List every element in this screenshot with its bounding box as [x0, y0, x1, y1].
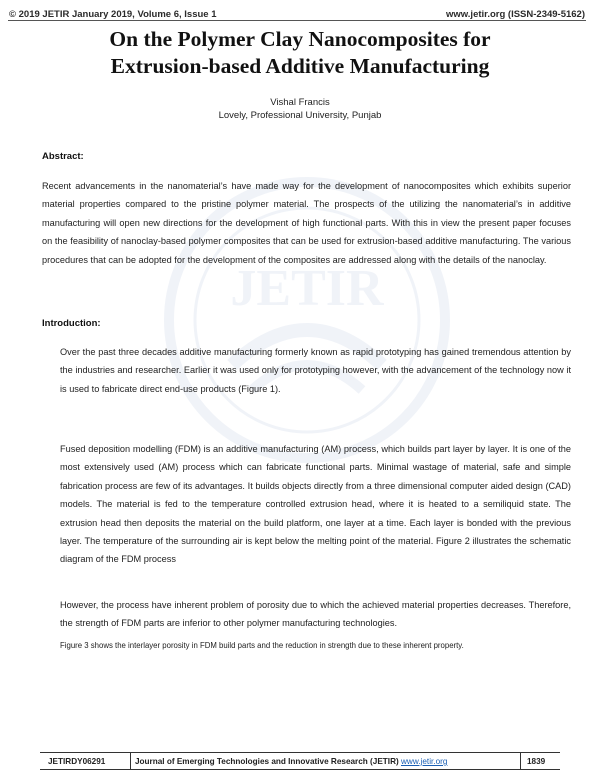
title-line-2: Extrusion-based Additive Manufacturing — [110, 54, 490, 78]
footer-paper-id: JETIRDY06291 — [48, 757, 106, 766]
footer-journal — [135, 754, 447, 769]
footer-separator — [130, 753, 131, 769]
footer-separator — [520, 753, 521, 769]
footer-journal-link[interactable]: www.jetir.org — [401, 757, 448, 766]
header-issn: www.jetir.org (ISSN-2349-5162) — [445, 9, 585, 20]
header-divider — [8, 20, 586, 21]
watermark-text: JETIR — [230, 260, 384, 317]
title-line-1: On the Polymer Clay Nanocomposites for — [109, 27, 491, 51]
paper-title — [20, 26, 580, 80]
author-affiliation: Lovely, Professional University, Punjab — [218, 110, 382, 121]
footer-bottom-rule — [40, 769, 560, 770]
abstract-heading: Abstract: — [42, 151, 84, 162]
abstract-paragraph: Recent advancements in the nanomaterial’s have made way for the development of nanocomposites which exhibits superior material properties compared to the pristine polymer material. The prospects of the utilizing the nanomaterial’s in additive manufacturing will open new directions for the development of high functional parts. With this in view the present paper focuses on the feasibility of nanoclay-based polymer composites that can be used for extrusion-based additive manufacturing. The various procedures that can be adopted for the development of the composites are addressed along with the details of the nanoclay. — [42, 181, 571, 265]
intro-paragraph-2: Fused deposition modelling (FDM) is an additive manufacturing (AM) process, which builds part layer by layer. It is one of the most extensively used (AM) process which can fabricate functional parts. Minimal wastage of material, safe and simple fabrication process are few of its advantages. It builds objects directly from a three dimensional computer aided design (CAD) models. The material is fed to the temperature controlled extrusion head, where it is heated to a semiliquid state. The extrusion head then deposits the material on the build platform, one layer at a time. Each layer is bonded with the previous layer. The temperature of the surrounding air is kept below the melting point of the material. Figure 2 illustrates the schematic diagram of the FDM process — [60, 444, 571, 565]
header-citation: © 2019 JETIR January 2019, Volume 6, Issue 1 — [9, 9, 217, 20]
page-header — [0, 5, 600, 21]
footer-top-rule — [40, 752, 560, 753]
intro-paragraph-3: However, the process have inherent problem of porosity due to which the achieved material properties decreases. Therefore, the strength of FDM parts are inferior to other polymer manufacturing technologies. — [60, 600, 571, 629]
author-name: Vishal Francis — [270, 97, 330, 108]
intro-paragraph-3-continuation: Figure 3 shows the interlayer porosity in FDM build parts and the reduction in strength due to these inherent property. — [60, 641, 464, 650]
footer-journal-name: Journal of Emerging Technologies and Innovative Research (JETIR) — [135, 757, 399, 766]
page-footer — [40, 754, 560, 769]
introduction-heading: Introduction: — [42, 318, 101, 329]
intro-paragraph-1: Over the past three decades additive manufacturing formerly known as rapid prototyping has gained tremendous attention by the industries and researcher. Earlier it was used only for prototyping however, with the advancement of the technology now it is used to fabricate direct end-use products (Figure 1). — [60, 347, 571, 394]
footer-page-number: 1839 — [527, 757, 546, 766]
